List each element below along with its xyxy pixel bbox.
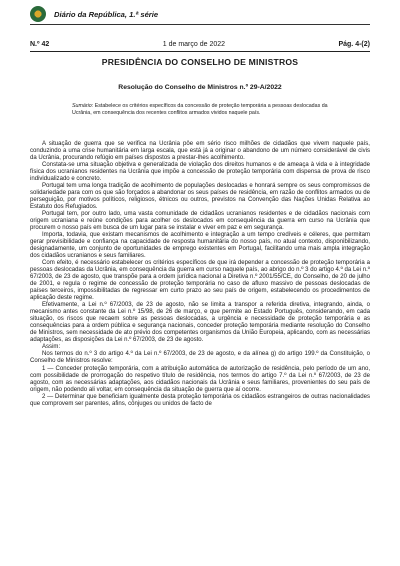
meta-divider [30, 51, 370, 52]
body-paragraph: Nos termos do n.º 3 do artigo 4.º da Lei n.º 67/2003, de 23 de agosto, e da alínea g) do artigo 199.º da Constituição, o Conselho de Ministros resolve: [30, 351, 370, 365]
header-divider [30, 24, 370, 25]
journal-header [30, 6, 158, 22]
body-paragraph: Efetivamente, a Lei n.º 67/2003, de 23 de agosto, não se limita a transpor a referida diretiva, integrando, ainda, o mecanismo antes constante da Lei n.º 15/98, de 26 de março, e que permite ao Estado Português, considerando, em cada situação, os riscos que recaem sobre as pessoas deslocadas, a urgência e necessidade de proteção temporária e as consequências para a ordem pública e segurança nacionais, conceder proteção temporária mediante resolução do Conselho de Ministros, sem necessidade de ato prévio dos competentes organismos da União Europeia, aplicando, com as necessárias adaptações, as disposições da Lei n.º 67/2003, de 23 de agosto. [30, 302, 370, 344]
summary-label: Sumário: [72, 103, 94, 109]
journal-title: Diário da República, 1.ª série [54, 9, 159, 19]
body-paragraph: Assim: [42, 344, 61, 351]
summary-text: Estabelece os critérios específicos da concessão de proteção temporária a pessoas deslocadas da Ucrânia, em consequência dos recentes conflitos armados vividos naquele país. [72, 103, 328, 116]
body-paragraph: Com efeito, é necessário estabelecer os critérios específicos de que irá depender a concessão de proteção temporária a pessoas deslocadas da Ucrânia, em consequência da guerra em curso naquele país, ao abrigo do n.º 3 do artigo 4.º da Lei n.º 67/2003, de 23 de agosto, que transpõe para a ordem jurídica nacional a Diretiva n.º 2001/55/CE, do Conselho, de 20 de julho de 2001, e regula o regime de concessão de proteção temporária no caso de afluxo massivo de pessoas deslocadas de países terceiros, impossibilitadas de regressar em curto prazo ao seu país de origem, estabelecendo os procedimentos de aplicação deste regime. [30, 260, 370, 302]
body-paragraph: A situação de guerra que se verifica na Ucrânia pôe em sério risco milhões de cidadãos que vivem naquele país, conduzindo a uma crise humanitária em larga escala, que está já a originar o abandono de um número considerável de civis da Ucrânia, procurando refúgio em países dispostos a prestar-lhes acolhimento. [30, 141, 370, 162]
document-body [30, 141, 370, 408]
summary-block [72, 103, 336, 116]
body-paragraph: 2 — Determinar que beneficiam igualmente desta proteção temporária os cidadãos estrangeiros de outras nacionalidades que comprovem ser parentes, afins, cônjuges ou unidos de facto de [30, 393, 370, 407]
issue-number: N.º 42 [30, 41, 50, 48]
body-paragraph: Constata-se uma situação objetiva e generalizada de violação dos direitos humanos e de ameaça à vida e à integridade física dos ucranianos residentes na Ucrânia que impõe a concessão de proteção temporária com dispensa de prova de risco individualizado e concreto. [30, 162, 370, 183]
body-paragraph: Portugal tem, por outro lado, uma vasta comunidade de cidadãos ucranianos residentes e de cidadãos nacionais com origem ucraniana e reúne condições para acolher os deslocados em consequência da guerra em curso na Ucrânia que procurem o nosso país em busca de um lugar para se instalar e viver em paz e em segurança. [30, 211, 370, 232]
coat-of-arms-icon [30, 6, 46, 22]
resolution-title: Resolução do Conselho de Ministros n.º 29-A/2022 [118, 84, 282, 91]
body-paragraph: 1 — Conceder proteção temporária, com a atribuição automática de autorização de residência, pelo período de um ano, com possibilidade de prorrogação do respetivo título de residência, nos termos do artigo 7.º da Lei n.º 67/2003, de 23 de agosto, com as necessárias adaptações, aos cidadãos nacionais da Ucrânia e seus familiares, provenientes do seu país de origem, não podendo ali voltar, em consequência da situação de guerra que aí ocorre. [30, 365, 370, 393]
issue-date: 1 de março de 2022 [162, 41, 226, 48]
body-paragraph: Portugal tem uma longa tradição de acolhimento de populações deslocadas e honrará sempre os seus compromissos de solidariedade para com os que são forçados a abandonar os seus países de residência, em razão de conflitos armados ou de perseguição, por motivos políticos, religiosos, étnicos ou outros, previstos na Convenção das Nações Unidas Relativa ao Estatuto dos Refugiados. [30, 183, 370, 211]
issue-meta-bar [30, 41, 370, 48]
body-paragraph: Importa, todavia, que existam mecanismos de acolhimento e integração a um tempo credíveis e céleres, que permitam gerar previsibilidade e confiança na capacidade de resposta humanitária do nosso país, no atual contexto, disponibilizando, designadamente, um conjunto de oportunidades de emprego existentes em Portugal, facilitando uma mais ampla integração dos cidadãos ucranianos e seus familiares. [30, 232, 370, 260]
issuer-heading: PRESIDÊNCIA DO CONSELHO DE MINISTROS [101, 57, 299, 67]
page-number: Pág. 4-(2) [338, 41, 370, 48]
